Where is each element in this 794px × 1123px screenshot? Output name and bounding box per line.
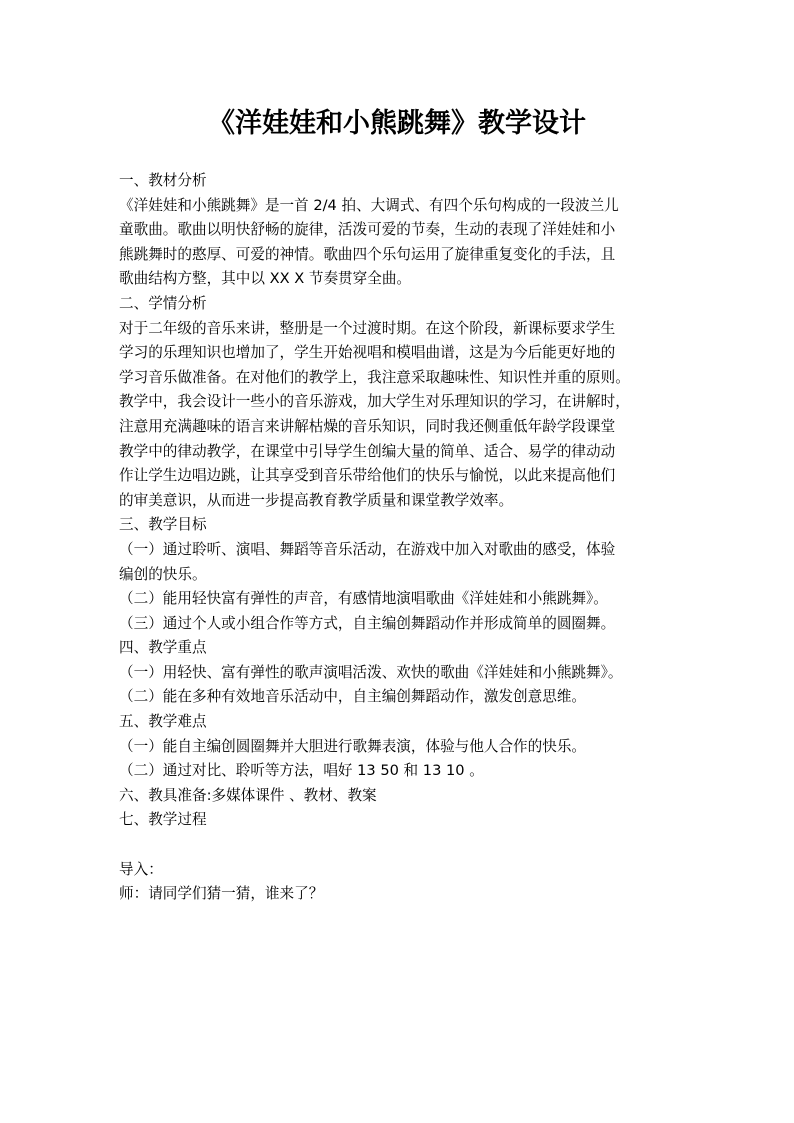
section-heading-key-points: 四、教学重点 (119, 639, 207, 657)
section-heading-process: 七、教学过程 (119, 811, 207, 829)
paragraph-line: 童歌曲。歌曲以明快舒畅的旋律，活泼可爱的节奏，生动的表现了洋娃娃和小 (119, 221, 616, 239)
section-heading-students: 二、学情分析 (119, 294, 207, 312)
key-point-item: （二）能在多种有效地音乐活动中，自主编创舞蹈动作，激发创意思维。 (119, 688, 587, 706)
difficulty-item: （一）能自主编创圆圈舞并大胆进行歌舞表演，体验与他人合作的快乐。 (119, 737, 587, 755)
blank-line (119, 833, 699, 858)
paragraph-line: 歌曲结构方整，其中以 XX X 节奏贯穿全曲。 (119, 270, 412, 288)
key-point-item: （一）用轻快、富有弹性的歌声演唱活泼、欢快的歌曲《洋娃娃和小熊跳舞》。 (119, 663, 623, 681)
intro-heading: 导入： (119, 860, 163, 878)
goal-item: （二）能用轻快富有弹性的声音，有感情地演唱歌曲《洋娃娃和小熊跳舞》。 (119, 590, 608, 608)
paragraph-line: 教学中，我会设计一些小的音乐游戏，加大学生对乐理知识的学习，在讲解时， (119, 393, 630, 411)
paragraph-line: 教学中的律动教学，在课堂中引导学生创编大量的简单、适合、易学的律动动 (119, 442, 616, 460)
paragraph-line: 注意用充满趣味的语言来讲解枯燥的音乐知识，同时我还侧重低年龄学段课堂 (119, 417, 616, 435)
section-heading-teaching-aids: 六、教具准备:多媒体课件 、教材、教案 (119, 786, 377, 804)
section-heading-goals: 三、教学目标 (119, 516, 207, 534)
section-heading-difficulties: 五、教学难点 (119, 713, 207, 731)
section-heading-materials: 一、教材分析 (119, 172, 207, 189)
difficulty-item: （二）通过对比、聆听等方法，唱好 13 50 和 13 10 。 (119, 762, 484, 780)
paragraph-line: 学习音乐做准备。在对他们的教学上，我注意采取趣味性、知识性并重的原则。 (119, 368, 630, 386)
document-body (119, 169, 699, 907)
document-title: 《洋娃娃和小熊跳舞》教学设计 (208, 108, 586, 139)
paragraph-line: 熊跳舞时的憨厚、可爱的神情。歌曲四个乐句运用了旋律重复变化的手法，且 (119, 245, 616, 263)
teacher-line: 师：请同学们猜一猜，谁来了？ (119, 885, 324, 903)
paragraph-line: 作让学生边唱边跳，让其享受到音乐带给他们的快乐与愉悦，以此来提高他们 (119, 467, 616, 485)
goal-item: （三）通过个人或小组合作等方式，自主编创舞蹈动作并形成简单的圆圈舞。 (119, 614, 616, 632)
goal-item-continued: 编创的快乐。 (119, 565, 207, 583)
paragraph-line: 《洋娃娃和小熊跳舞》是一首 2/4 拍、大调式、有四个乐句构成的一段波兰儿 (119, 196, 619, 214)
paragraph-line: 学习的乐理知识也增加了，学生开始视唱和模唱曲谱，这是为今后能更好地的 (119, 344, 616, 362)
paragraph-line: 对于二年级的音乐来讲，整册是一个过渡时期。在这个阶段，新课标要求学生 (119, 319, 616, 337)
paragraph-line: 的审美意识，从而进一步提高教育教学质量和课堂教学效率。 (119, 491, 514, 509)
goal-item: （一）通过聆听、演唱、舞蹈等音乐活动，在游戏中加入对歌曲的感受，体验 (119, 540, 616, 558)
